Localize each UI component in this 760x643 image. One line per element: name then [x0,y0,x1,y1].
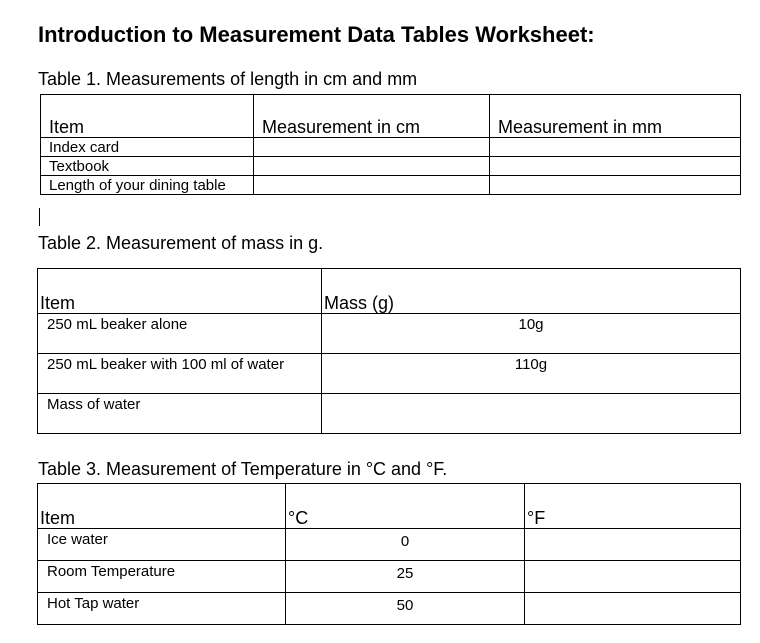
cell-cm[interactable] [254,138,490,157]
table-row [38,354,741,394]
table-row [41,157,741,176]
cell-mm[interactable] [490,138,741,157]
cell-fahrenheit[interactable] [525,593,741,625]
table-row [41,176,741,195]
cell-fahrenheit[interactable] [525,561,741,593]
table-row [38,529,741,561]
header-mm: Measurement in mm [490,95,741,138]
cell-mass[interactable]: 10g [322,314,741,354]
cell-item[interactable]: Textbook [41,157,254,176]
cell-celsius[interactable]: 25 [286,561,525,593]
text-cursor [39,208,40,226]
cell-item[interactable]: 250 mL beaker with 100 ml of water [38,354,322,394]
cell-cm[interactable] [254,176,490,195]
table-row [38,593,741,625]
cell-cm[interactable] [254,157,490,176]
cell-mm[interactable] [490,176,741,195]
mass-table [37,268,741,434]
header-fahrenheit: °F [525,484,741,529]
cell-item[interactable]: Hot Tap water [38,593,286,625]
table1-caption: Table 1. Measurements of length in cm and mm [38,69,418,89]
cell-item[interactable]: Mass of water [38,394,322,434]
table-row [38,561,741,593]
table-header-row [38,269,741,314]
table2-caption: Table 2. Measurement of mass in g. [38,233,324,253]
header-item: Item [38,484,286,529]
cell-item[interactable]: Ice water [38,529,286,561]
table-row [38,394,741,434]
temperature-table [37,483,741,625]
cell-item[interactable]: 250 mL beaker alone [38,314,322,354]
cell-mm[interactable] [490,157,741,176]
cell-item[interactable]: Index card [41,138,254,157]
header-item: Item [38,269,322,314]
cell-celsius[interactable]: 0 [286,529,525,561]
page-title: Introduction to Measurement Data Tables Worksheet: [38,22,595,47]
table-header-row [41,95,741,138]
cell-mass[interactable] [322,394,741,434]
cell-item[interactable]: Room Temperature [38,561,286,593]
header-item: Item [41,95,254,138]
length-table [40,94,741,195]
cell-fahrenheit[interactable] [525,529,741,561]
table-row [38,314,741,354]
header-celsius: °C [286,484,525,529]
header-mass: Mass (g) [322,269,741,314]
table3-caption: Table 3. Measurement of Temperature in °C and °F. [38,459,448,479]
table-row [41,138,741,157]
cell-celsius[interactable]: 50 [286,593,525,625]
cell-mass[interactable]: 110g [322,354,741,394]
cell-item[interactable]: Length of your dining table [41,176,254,195]
header-cm: Measurement in cm [254,95,490,138]
table-header-row [38,484,741,529]
